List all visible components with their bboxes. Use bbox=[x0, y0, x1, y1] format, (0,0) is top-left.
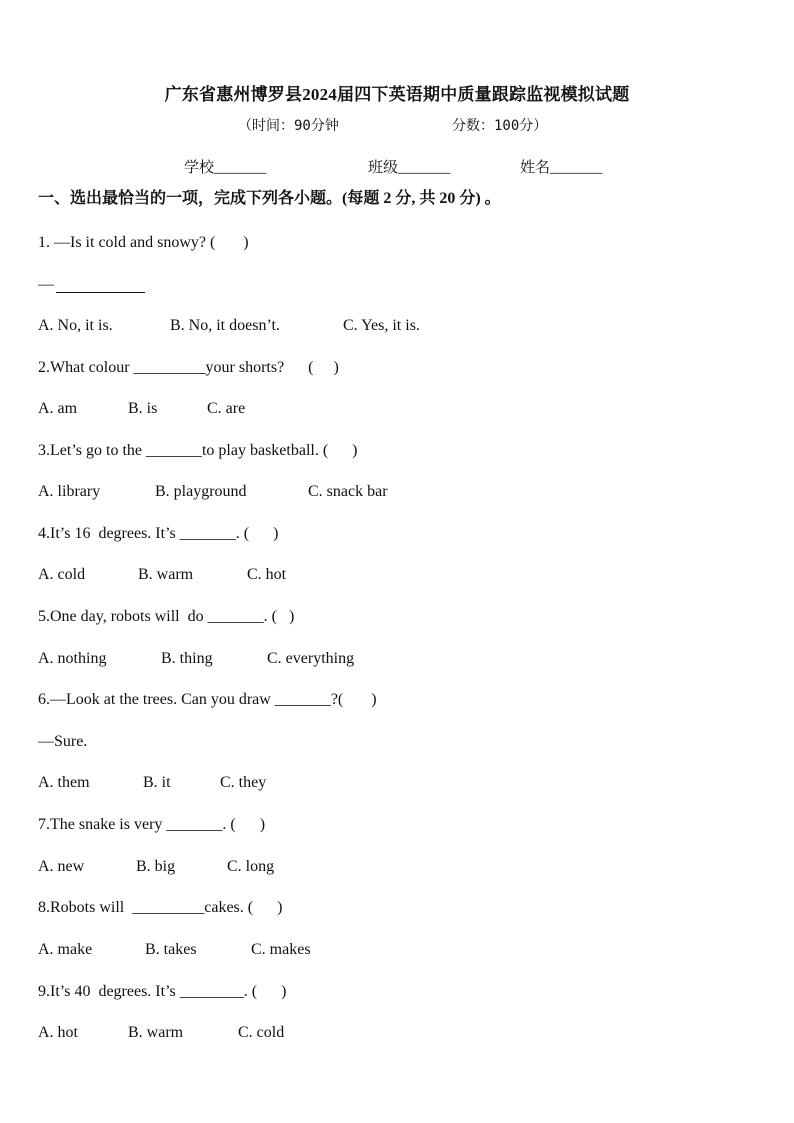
option-c[interactable]: C. hot bbox=[247, 566, 287, 583]
option-b[interactable]: B. it bbox=[143, 774, 171, 791]
question-6-answer: —Sure. bbox=[38, 733, 88, 750]
option-c[interactable]: C. snack bar bbox=[308, 483, 388, 500]
option-a[interactable]: A. hot bbox=[38, 1024, 78, 1041]
question-6-stem: 6.—Look at the trees. Can you draw _______?( ) bbox=[38, 691, 377, 708]
question-3-stem: 3.Let’s go to the _______to play basketball. ( ) bbox=[38, 442, 358, 459]
option-b[interactable]: B. warm bbox=[138, 566, 194, 583]
option-a[interactable]: A. cold bbox=[38, 566, 86, 583]
option-c[interactable]: C. makes bbox=[251, 941, 311, 958]
question-1-answer-blank[interactable] bbox=[56, 292, 145, 293]
option-a[interactable]: A. them bbox=[38, 774, 90, 791]
option-a[interactable]: A. library bbox=[38, 483, 101, 500]
school-field[interactable]: 学校_______ bbox=[184, 160, 267, 176]
option-c[interactable]: C. long bbox=[227, 858, 275, 875]
question-1-stem: 1. —Is it cold and snowy? ( ) bbox=[38, 234, 249, 251]
option-a[interactable]: A. am bbox=[38, 400, 78, 417]
option-b[interactable]: B. thing bbox=[161, 650, 213, 667]
option-c[interactable]: C. cold bbox=[238, 1024, 285, 1041]
question-8-stem: 8.Robots will _________cakes. ( ) bbox=[38, 899, 283, 916]
option-c[interactable]: C. are bbox=[207, 400, 246, 417]
option-b[interactable]: B. playground bbox=[155, 483, 247, 500]
question-1-answer-prefix: — bbox=[38, 276, 54, 293]
option-b[interactable]: B. is bbox=[128, 400, 158, 417]
class-field[interactable]: 班级_______ bbox=[368, 160, 451, 176]
question-2-stem: 2.What colour _________your shorts? ( ) bbox=[38, 359, 339, 376]
option-a[interactable]: A. nothing bbox=[38, 650, 107, 667]
option-a[interactable]: A. No, it is. bbox=[38, 317, 113, 334]
option-b[interactable]: B. takes bbox=[145, 941, 197, 958]
section-title: 一、选出最恰当的一项，完成下列各小题。(每题 2 分, 共 20 分) 。 bbox=[38, 190, 501, 207]
question-5-stem: 5.One day, robots will do _______. ( ) bbox=[38, 608, 295, 625]
option-b[interactable]: B. big bbox=[136, 858, 176, 875]
option-a[interactable]: A. new bbox=[38, 858, 85, 875]
option-c[interactable]: C. everything bbox=[267, 650, 355, 667]
name-field[interactable]: 姓名_______ bbox=[520, 160, 603, 176]
question-9-stem: 9.It’s 40 degrees. It’s ________. ( ) bbox=[38, 983, 287, 1000]
page-title: 广东省惠州博罗县2024届四下英语期中质量跟踪监视模拟试题 bbox=[164, 85, 630, 104]
option-c[interactable]: C. they bbox=[220, 774, 267, 791]
question-4-stem: 4.It’s 16 degrees. It’s _______. ( ) bbox=[38, 525, 279, 542]
exam-score: 分数：100分） bbox=[452, 118, 548, 134]
exam-time: （时间：90分钟 bbox=[238, 118, 339, 134]
question-9-options bbox=[38, 1024, 285, 1089]
option-a[interactable]: A. make bbox=[38, 941, 93, 958]
option-b[interactable]: B. No, it doesn’t. bbox=[170, 317, 280, 334]
question-7-stem: 7.The snake is very _______. ( ) bbox=[38, 816, 266, 833]
option-b[interactable]: B. warm bbox=[128, 1024, 184, 1041]
option-c[interactable]: C. Yes, it is. bbox=[343, 317, 420, 334]
